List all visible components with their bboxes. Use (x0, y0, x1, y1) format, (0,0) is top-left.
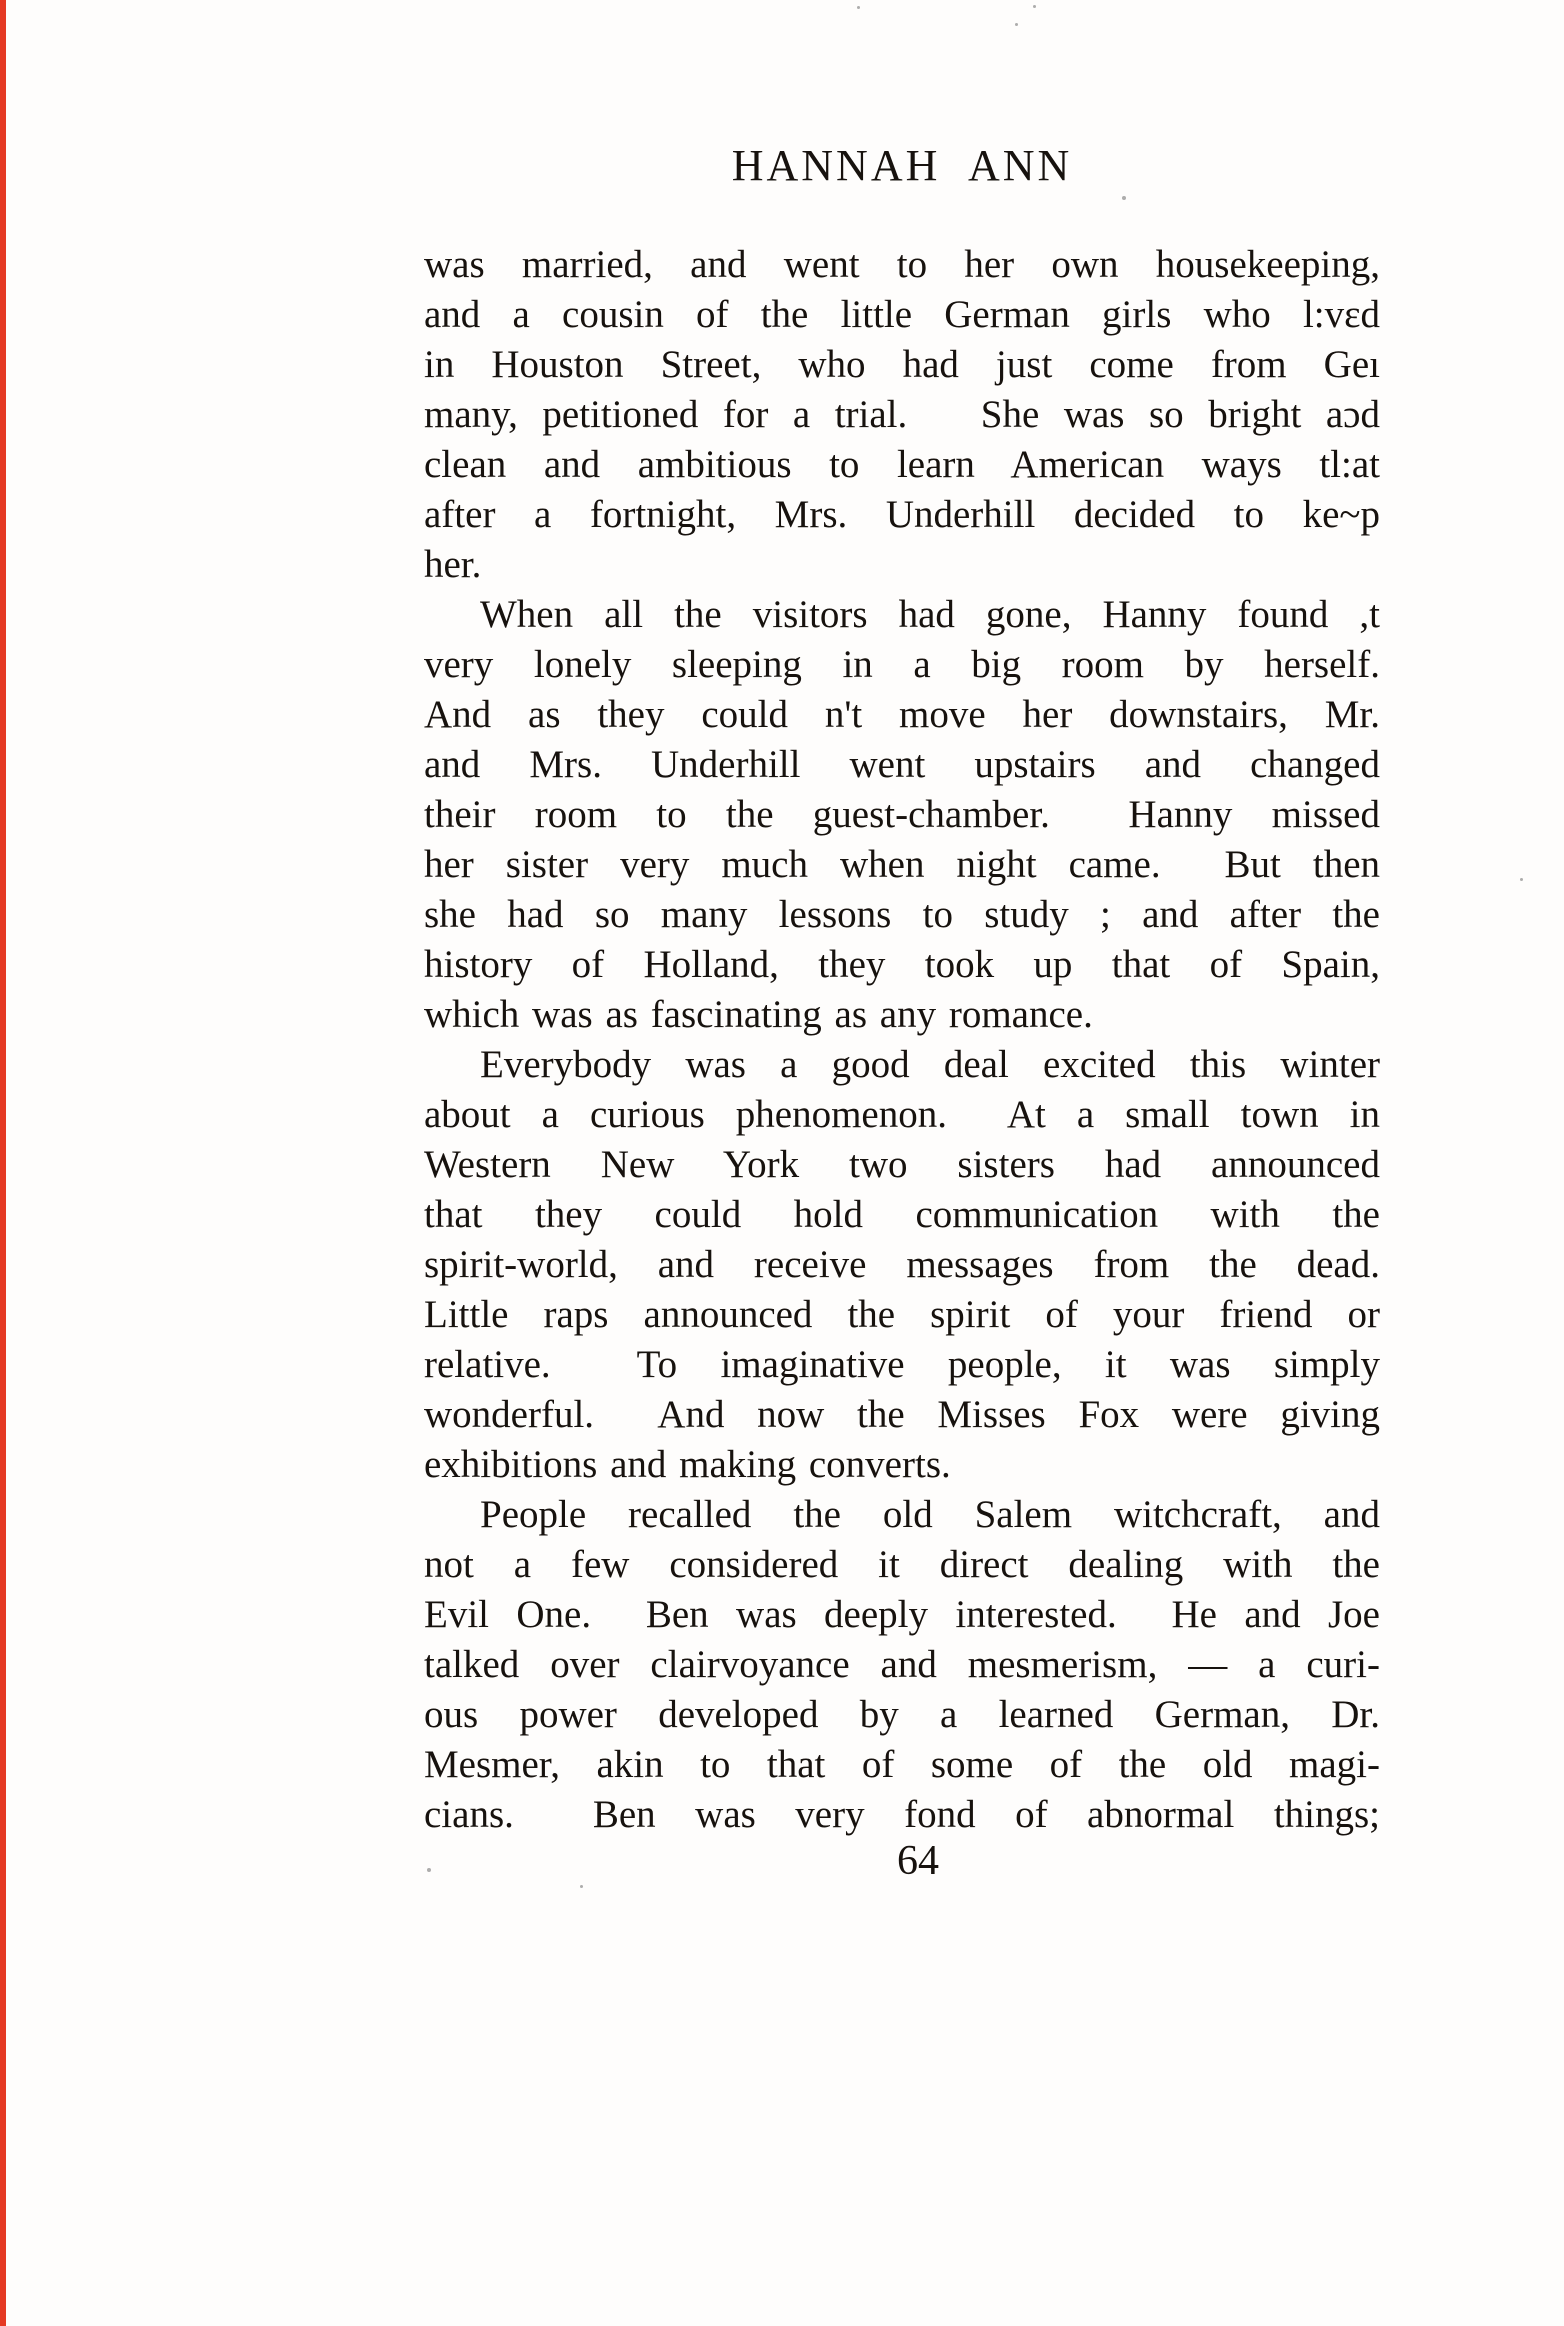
text-line: was married, and went to her own housekeeping, (424, 243, 1380, 286)
text-line: People recalled the old Salem witchcraft, and (480, 1493, 1380, 1536)
text-line: many, petitioned for a trial. She was so bright aɔd (424, 393, 1380, 436)
scan-speck (1520, 878, 1523, 881)
text-line: which was as fascinating as any romance. (424, 993, 1093, 1036)
scan-speck (427, 1868, 431, 1872)
text-line: cians. Ben was very fond of abnormal things; (424, 1793, 1380, 1836)
text-line: very lonely sleeping in a big room by herself. (424, 643, 1380, 686)
text-line: talked over clairvoyance and mesmerism, — a curi- (424, 1643, 1380, 1686)
scan-speck (1033, 5, 1036, 8)
scan-speck (1015, 23, 1018, 26)
text-line: in Houston Street, who had just come from Geı (424, 343, 1380, 386)
text-line: not a few considered it direct dealing with the (424, 1543, 1380, 1586)
scan-speck (1122, 196, 1126, 200)
text-line: she had so many lessons to study ; and after the (424, 893, 1380, 936)
text-line: relative. To imaginative people, it was simply (424, 1343, 1380, 1386)
text-line: clean and ambitious to learn American ways tl:at (424, 443, 1380, 486)
text-line: exhibitions and making converts. (424, 1443, 951, 1486)
text-line: their room to the guest-chamber. Hanny missed (424, 793, 1380, 836)
text-line: her sister very much when night came. But then (424, 843, 1380, 886)
scan-speck (580, 1885, 583, 1888)
text-line: about a curious phenomenon. At a small town in (424, 1093, 1380, 1136)
page-number: 64 (897, 1838, 939, 1884)
text-line: and Mrs. Underhill went upstairs and changed (424, 743, 1380, 786)
text-line: When all the visitors had gone, Hanny found ,t (480, 593, 1380, 636)
scan-speck (857, 6, 860, 9)
running-header: HANNAH ANN (731, 141, 1073, 190)
text-line: her. (424, 543, 482, 586)
text-line: history of Holland, they took up that of Spain, (424, 943, 1380, 986)
text-line: after a fortnight, Mrs. Underhill decided to ke~p (424, 493, 1380, 536)
text-line: spirit-world, and receive messages from the dead. (424, 1243, 1380, 1286)
text-line: wonderful. And now the Misses Fox were giving (424, 1393, 1380, 1436)
page-edge-red-strip (0, 0, 6, 2326)
text-line: Evil One. Ben was deeply interested. He and Joe (424, 1593, 1380, 1636)
text-line: And as they could n't move her downstairs, Mr. (424, 693, 1380, 736)
text-line: and a cousin of the little German girls who l:vɛd (424, 293, 1380, 336)
text-line: ous power developed by a learned German, Dr. (424, 1693, 1380, 1736)
text-line: that they could hold communication with the (424, 1193, 1380, 1236)
text-line: Mesmer, akin to that of some of the old magi- (424, 1743, 1380, 1786)
body-text (424, 240, 1380, 1840)
text-line: Western New York two sisters had announced (424, 1143, 1380, 1186)
text-line: Little raps announced the spirit of your friend or (424, 1293, 1380, 1336)
text-line: Everybody was a good deal excited this winter (480, 1043, 1380, 1086)
